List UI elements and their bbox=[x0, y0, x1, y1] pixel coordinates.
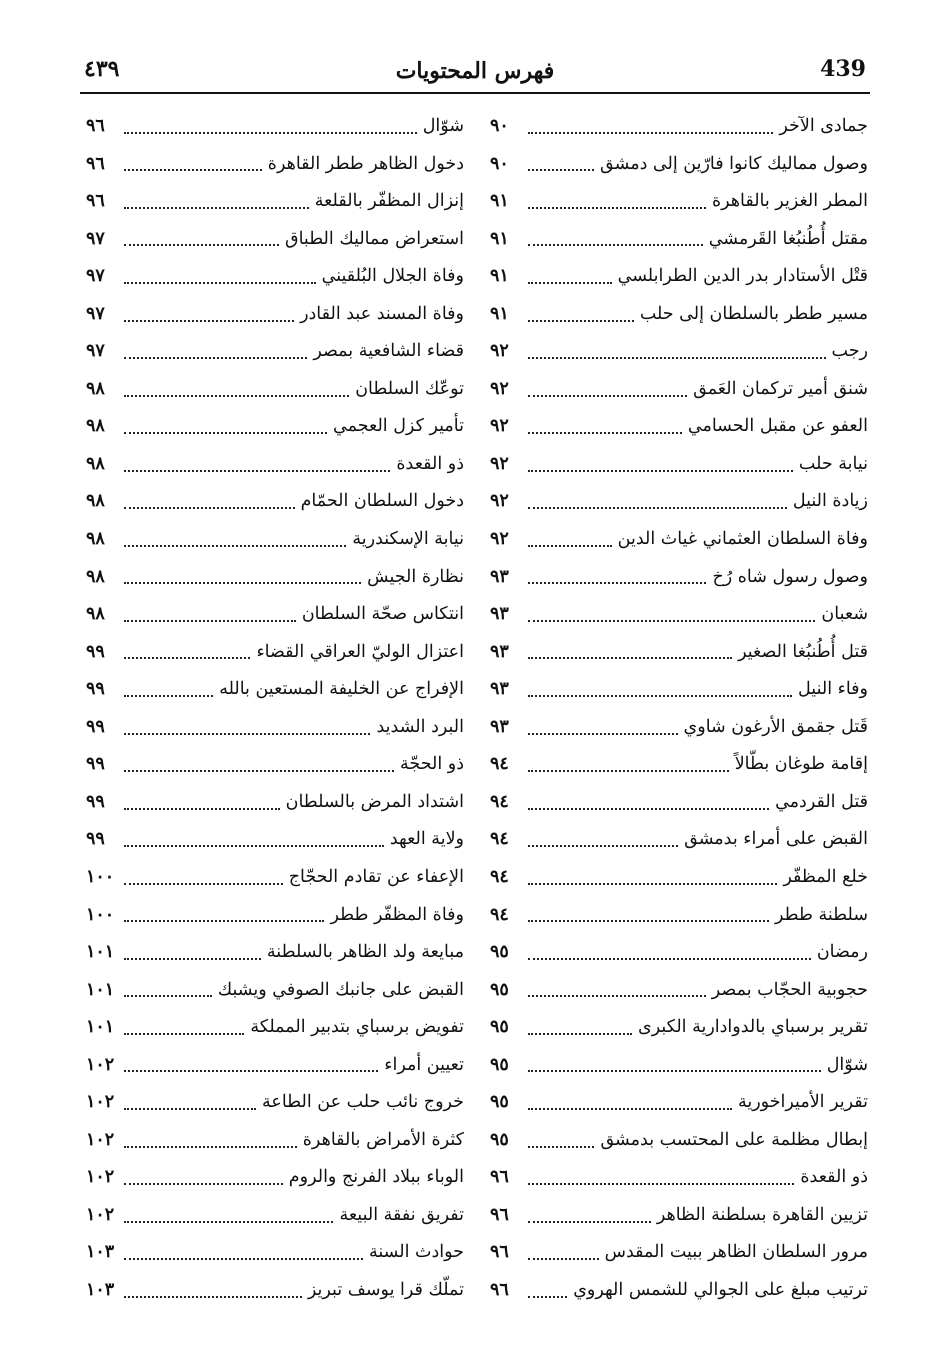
toc-entry bbox=[490, 746, 868, 784]
toc-entry bbox=[86, 108, 464, 146]
toc-entry-title: تفويض برسباي بتدبير المملكة bbox=[250, 1017, 464, 1038]
toc-entry-page: ١٠٠ bbox=[86, 866, 115, 887]
toc-entry-title: وفاة المظفّر ططر bbox=[330, 904, 464, 925]
dot-leader bbox=[124, 1221, 333, 1223]
toc-entry-page: ٩٦ bbox=[86, 116, 105, 137]
toc-entry-page: ٩٩ bbox=[86, 754, 105, 775]
toc-entry-page: ٩٧ bbox=[86, 341, 105, 362]
dot-leader bbox=[124, 320, 294, 322]
dot-leader bbox=[124, 582, 361, 584]
dot-leader bbox=[528, 995, 706, 997]
dot-leader bbox=[528, 1033, 632, 1035]
toc-entry-title: وفاء النيل bbox=[798, 679, 868, 700]
toc-entry-title: وفاة السلطان العثماني غياث الدين bbox=[617, 529, 868, 550]
toc-entry-page: ٩١ bbox=[490, 303, 509, 324]
toc-entry bbox=[86, 1159, 464, 1197]
dot-leader bbox=[124, 470, 390, 472]
dot-leader bbox=[124, 845, 384, 847]
toc-entry-page: ١٠٢ bbox=[86, 1167, 115, 1188]
toc-entry-page: ٩٧ bbox=[86, 303, 105, 324]
toc-entry bbox=[490, 671, 868, 709]
toc-entry-title: وصول مماليك كانوا فارّين إلى دمشق bbox=[600, 153, 868, 174]
toc-entry-page: ٩٢ bbox=[490, 529, 509, 550]
toc-entry-title: نظارة الجيش bbox=[367, 566, 464, 587]
toc-entry bbox=[86, 559, 464, 597]
dot-leader bbox=[124, 883, 283, 885]
toc-entry bbox=[86, 1272, 464, 1310]
dot-leader bbox=[124, 620, 296, 622]
toc-entry-page: ٩٢ bbox=[490, 453, 509, 474]
toc-entry-page: ٩٢ bbox=[490, 416, 509, 437]
toc-entry-title: الإفراج عن الخليفة المستعين بالله bbox=[219, 679, 464, 700]
toc-entry-title: نيابة حلب bbox=[798, 453, 868, 474]
dot-leader bbox=[124, 357, 307, 359]
toc-entry bbox=[490, 108, 868, 146]
dot-leader bbox=[124, 808, 280, 810]
toc-entry-page: ٩١ bbox=[490, 266, 509, 287]
toc-entry bbox=[490, 1009, 868, 1047]
toc-entry bbox=[490, 1234, 868, 1272]
dot-leader bbox=[124, 244, 279, 246]
toc-entry-title: البرد الشديد bbox=[376, 716, 464, 737]
toc-entry-title: مرور السلطان الظاهر ببيت المقدس bbox=[604, 1242, 868, 1263]
toc-entry bbox=[86, 821, 464, 859]
toc-entry bbox=[490, 1197, 868, 1235]
toc-entry-title: إبطال مظلمة على المحتسب بدمشق bbox=[600, 1129, 868, 1150]
toc-entry-title: حوادث السنة bbox=[368, 1242, 464, 1263]
toc-entry bbox=[490, 859, 868, 897]
toc-entry-page: ٩٣ bbox=[490, 641, 509, 662]
dot-leader bbox=[124, 1296, 302, 1298]
toc-entry-title: دخول الظاهر ططر القاهرة bbox=[267, 153, 464, 174]
toc-entry bbox=[86, 521, 464, 559]
toc-entry-title: خروج نائب حلب عن الطاعة bbox=[262, 1092, 464, 1113]
toc-entry-title: إقامة طوغان بطّالاً bbox=[734, 754, 868, 775]
page-number-arabic: ٤٣٩ bbox=[84, 56, 120, 82]
toc-entry-title: حجوبية الحجّاب بمصر bbox=[711, 979, 868, 1000]
dot-leader bbox=[124, 132, 417, 134]
dot-leader bbox=[124, 395, 349, 397]
dot-leader bbox=[528, 733, 678, 735]
toc-entry-title: توعّك السلطان bbox=[355, 378, 464, 399]
dot-leader bbox=[528, 695, 792, 697]
dot-leader bbox=[124, 545, 346, 547]
toc-entry-page: ٩٣ bbox=[490, 716, 509, 737]
dot-leader bbox=[528, 1146, 594, 1148]
toc-entry bbox=[86, 333, 464, 371]
toc-entry bbox=[86, 671, 464, 709]
toc-entry-page: ٩٤ bbox=[490, 866, 509, 887]
dot-leader bbox=[124, 733, 370, 735]
toc-entry-page: ١٠٣ bbox=[86, 1242, 115, 1263]
dot-leader bbox=[528, 845, 678, 847]
dot-leader bbox=[124, 695, 213, 697]
toc-entry-title: رجب bbox=[831, 341, 868, 362]
toc-entry-page: ٩٧ bbox=[86, 266, 105, 287]
toc-entry-page: ٩٢ bbox=[490, 341, 509, 362]
dot-leader bbox=[528, 545, 612, 547]
toc-entry bbox=[490, 221, 868, 259]
toc-entry bbox=[86, 1084, 464, 1122]
toc-entry bbox=[86, 596, 464, 634]
toc-entry-title: وصول رسول شاه رُخ bbox=[712, 566, 868, 587]
toc-entry-title: ترتيب مبلغ على الجوالي للشمس الهروي bbox=[573, 1279, 868, 1300]
toc-entry-title: تقرير الأميراخورية bbox=[737, 1092, 868, 1113]
dot-leader bbox=[124, 1108, 256, 1110]
toc-entry-title: شوّال bbox=[422, 116, 464, 137]
toc-entry-page: ١٠٢ bbox=[86, 1204, 115, 1225]
toc-entry-title: سلطنة ططر bbox=[775, 904, 868, 925]
toc-entry-page: ٩٨ bbox=[86, 416, 105, 437]
toc-entry-page: ٩٣ bbox=[490, 604, 509, 625]
dot-leader bbox=[528, 320, 634, 322]
toc-entry bbox=[490, 596, 868, 634]
toc-entry bbox=[490, 446, 868, 484]
toc-entry bbox=[86, 746, 464, 784]
toc-entry-page: ٩٩ bbox=[86, 641, 105, 662]
toc-entry-page: ١٠٢ bbox=[86, 1092, 115, 1113]
toc-entry-page: ١٠١ bbox=[86, 979, 115, 1000]
toc-entry bbox=[86, 784, 464, 822]
header-rule bbox=[80, 92, 870, 94]
toc-entry bbox=[490, 258, 868, 296]
dot-leader bbox=[528, 1183, 794, 1185]
dot-leader bbox=[528, 1108, 732, 1110]
toc-entry-title: العفو عن مقبل الحسامي bbox=[687, 416, 868, 437]
toc-entry-title: مسير ططر بالسلطان إلى حلب bbox=[639, 303, 868, 324]
toc-entry-page: ٩٩ bbox=[86, 679, 105, 700]
toc-entry-page: ٩٥ bbox=[490, 1054, 509, 1075]
toc-entry-title: قَتل جقمق الأرغون شاوي bbox=[683, 716, 868, 737]
toc-column-right bbox=[490, 108, 868, 1310]
toc-entry-page: ١٠٠ bbox=[86, 904, 115, 925]
dot-leader bbox=[528, 1070, 821, 1072]
dot-leader bbox=[528, 507, 787, 509]
toc-entry-title: قتل القردمي bbox=[775, 791, 868, 812]
toc-entry-page: ٩٦ bbox=[490, 1167, 509, 1188]
toc-entry bbox=[86, 1234, 464, 1272]
toc-entry-title: ذو الحجّة bbox=[400, 754, 464, 775]
dot-leader bbox=[124, 1033, 244, 1035]
toc-entry bbox=[86, 1122, 464, 1160]
toc-entry bbox=[86, 859, 464, 897]
dot-leader bbox=[528, 808, 769, 810]
toc-entry bbox=[490, 1159, 868, 1197]
toc-entry-title: انتكاس صحّة السلطان bbox=[301, 604, 464, 625]
toc-entry bbox=[490, 1122, 868, 1160]
toc-entry-page: ٩٥ bbox=[490, 942, 509, 963]
dot-leader bbox=[124, 207, 309, 209]
toc-entry bbox=[86, 221, 464, 259]
toc-entry bbox=[490, 709, 868, 747]
toc-entry-page: ٩٢ bbox=[490, 491, 509, 512]
toc-entry-title: اعتزال الوليّ العراقي القضاء bbox=[256, 641, 464, 662]
dot-leader bbox=[528, 244, 703, 246]
dot-leader bbox=[528, 1221, 651, 1223]
toc-entry bbox=[490, 1084, 868, 1122]
dot-leader bbox=[124, 1146, 297, 1148]
toc-entry-page: ٩٦ bbox=[490, 1242, 509, 1263]
toc-entry-title: مقتل أُطُنبُغا القَرمشي bbox=[708, 228, 868, 249]
dot-leader bbox=[528, 357, 826, 359]
dot-leader bbox=[528, 920, 769, 922]
toc-entry-title: رمضان bbox=[816, 942, 868, 963]
toc-entry bbox=[86, 146, 464, 184]
toc-entry-title: شعبان bbox=[821, 604, 868, 625]
toc-entry bbox=[86, 296, 464, 334]
dot-leader bbox=[124, 657, 250, 659]
toc-entry-page: ٩١ bbox=[490, 228, 509, 249]
toc-entry-page: ٩٦ bbox=[490, 1279, 509, 1300]
toc-entry-page: ١٠٢ bbox=[86, 1054, 115, 1075]
toc-entry bbox=[490, 408, 868, 446]
toc-entry-title: كثرة الأمراض بالقاهرة bbox=[302, 1129, 464, 1150]
toc-entry bbox=[490, 146, 868, 184]
toc-entry-title: قضاء الشافعية بمصر bbox=[313, 341, 464, 362]
toc-entry-page: ١٠٢ bbox=[86, 1129, 115, 1150]
dot-leader bbox=[528, 958, 811, 960]
toc-entry-title: زيادة النيل bbox=[792, 491, 868, 512]
toc-entry-page: ٩٥ bbox=[490, 1017, 509, 1038]
toc-column-left bbox=[86, 108, 464, 1310]
toc-entry-title: القبض على جانبك الصوفي ويشبك bbox=[217, 979, 464, 1000]
toc-entry-title: تأمير كزل العجمي bbox=[333, 416, 464, 437]
toc-entry-title: ولاية العهد bbox=[389, 829, 464, 850]
toc-entry bbox=[86, 972, 464, 1010]
toc-entry-page: ٩٤ bbox=[490, 904, 509, 925]
page-number-latin: 439 bbox=[820, 56, 866, 82]
toc-entry-page: ٩٤ bbox=[490, 791, 509, 812]
toc-entry-title: إنزال المظفّر بالقلعة bbox=[314, 191, 464, 212]
toc-entry-page: ١٠١ bbox=[86, 942, 115, 963]
toc-entry bbox=[490, 521, 868, 559]
toc-entry bbox=[490, 972, 868, 1010]
toc-entry bbox=[490, 559, 868, 597]
toc-entry bbox=[490, 183, 868, 221]
dot-leader bbox=[528, 132, 773, 134]
dot-leader bbox=[124, 432, 327, 434]
toc-entry-page: ٩١ bbox=[490, 191, 509, 212]
toc-entry-title: تقرير برسباي بالدوادارية الكبرى bbox=[638, 1017, 868, 1038]
toc-entry bbox=[490, 634, 868, 672]
toc-entry-page: ٩٧ bbox=[86, 228, 105, 249]
dot-leader bbox=[528, 657, 732, 659]
toc-entry-page: ٩٨ bbox=[86, 491, 105, 512]
toc-entry bbox=[490, 483, 868, 521]
toc-entry bbox=[86, 634, 464, 672]
toc-entry-title: جمادى الآخر bbox=[779, 116, 868, 137]
toc-entry-title: الإعفاء عن تقادم الحجّاج bbox=[288, 866, 464, 887]
toc-entry-title: قتْل الأستادار بدر الدين الطرابلسي bbox=[617, 266, 868, 287]
toc-entry-page: ٩٨ bbox=[86, 453, 105, 474]
dot-leader bbox=[124, 958, 261, 960]
dot-leader bbox=[124, 1258, 363, 1260]
toc-entry bbox=[86, 258, 464, 296]
toc-entry bbox=[86, 934, 464, 972]
toc-entry-page: ٩٩ bbox=[86, 829, 105, 850]
page-header bbox=[80, 54, 870, 90]
toc-entry-page: ٩٨ bbox=[86, 566, 105, 587]
toc-entry-page: ٩٦ bbox=[86, 153, 105, 174]
toc-entry-page: ١٠١ bbox=[86, 1017, 115, 1038]
dot-leader bbox=[124, 770, 394, 772]
dot-leader bbox=[528, 1296, 567, 1298]
toc-entry-page: ٩٦ bbox=[86, 191, 105, 212]
toc-entry bbox=[86, 1197, 464, 1235]
toc-entry bbox=[490, 333, 868, 371]
toc-entry-title: الوباء ببلاد الفرنج والروم bbox=[288, 1167, 464, 1188]
dot-leader bbox=[124, 995, 212, 997]
toc-entry-title: تزيين القاهرة بسلطنة الظاهر bbox=[656, 1204, 868, 1225]
toc-entry-title: قتل أُطُنبُغا الصغير bbox=[738, 641, 868, 662]
dot-leader bbox=[124, 920, 324, 922]
toc-entry-title: تفريق نفقة البيعة bbox=[339, 1204, 464, 1225]
toc-entry-page: ٩٢ bbox=[490, 378, 509, 399]
toc-entry bbox=[490, 296, 868, 334]
toc-entry-page: ٩٣ bbox=[490, 679, 509, 700]
toc-entry-title: شوّال bbox=[826, 1054, 868, 1075]
toc-entry bbox=[490, 784, 868, 822]
toc-entry-title: خلع المظفّر bbox=[783, 866, 868, 887]
toc-entry bbox=[490, 934, 868, 972]
toc-entry-page: ٩٤ bbox=[490, 829, 509, 850]
toc-entry bbox=[86, 371, 464, 409]
toc-entry bbox=[490, 1272, 868, 1310]
toc-entry-page: ٩٣ bbox=[490, 566, 509, 587]
dot-leader bbox=[124, 169, 262, 171]
toc-entry bbox=[490, 821, 868, 859]
toc-entry bbox=[86, 408, 464, 446]
toc-entry-title: وفاة المسند عبد القادر bbox=[300, 303, 464, 324]
toc-entry bbox=[86, 483, 464, 521]
dot-leader bbox=[528, 282, 612, 284]
toc-entry-page: ٩٥ bbox=[490, 1129, 509, 1150]
dot-leader bbox=[124, 507, 295, 509]
toc-entry-page: ٩٠ bbox=[490, 153, 509, 174]
toc-entry-page: ٩٥ bbox=[490, 1092, 509, 1113]
dot-leader bbox=[124, 282, 316, 284]
dot-leader bbox=[528, 395, 687, 397]
toc-entry bbox=[490, 896, 868, 934]
toc-entry-title: نيابة الإسكندرية bbox=[352, 529, 464, 550]
toc-entry-title: شنق أمير تركمان العَمق bbox=[693, 378, 868, 399]
toc-entry-page: ٩٩ bbox=[86, 716, 105, 737]
toc-entry-page: ٩٨ bbox=[86, 604, 105, 625]
dot-leader bbox=[124, 1183, 283, 1185]
toc-entry-page: ٩٩ bbox=[86, 791, 105, 812]
toc-entry bbox=[86, 446, 464, 484]
dot-leader bbox=[528, 207, 706, 209]
toc-entry bbox=[490, 1047, 868, 1085]
toc-entry-title: وفاة الجلال البُلقيني bbox=[321, 266, 464, 287]
toc-entry bbox=[86, 1047, 464, 1085]
toc-entry-page: ٩٨ bbox=[86, 529, 105, 550]
toc-entry bbox=[86, 183, 464, 221]
dot-leader bbox=[528, 582, 706, 584]
toc-entry bbox=[86, 709, 464, 747]
toc-entry-page: ٩٠ bbox=[490, 116, 509, 137]
toc-entry-title: القبض على أمراء بدمشق bbox=[684, 829, 868, 850]
toc-entry-page: ٩٥ bbox=[490, 979, 509, 1000]
toc-entry-title: ذو القعدة bbox=[396, 453, 464, 474]
toc-entry bbox=[490, 371, 868, 409]
toc-entry-title: اشتداد المرض بالسلطان bbox=[285, 791, 464, 812]
toc-entry-title: استعراض مماليك الطباق bbox=[285, 228, 464, 249]
toc-entry-title: المطر الغزير بالقاهرة bbox=[711, 191, 868, 212]
dot-leader bbox=[528, 620, 815, 622]
toc-entry-page: ١٠٣ bbox=[86, 1279, 115, 1300]
dot-leader bbox=[528, 770, 729, 772]
dot-leader bbox=[528, 169, 594, 171]
toc-entry-title: مبايعة ولد الظاهر بالسلطنة bbox=[266, 942, 464, 963]
toc-entry-title: ذو القعدة bbox=[800, 1167, 868, 1188]
dot-leader bbox=[528, 470, 793, 472]
toc-entry-page: ٩٨ bbox=[86, 378, 105, 399]
dot-leader bbox=[528, 1258, 599, 1260]
running-title: فهرس المحتويات bbox=[395, 58, 555, 84]
toc-entry bbox=[86, 896, 464, 934]
toc-entry bbox=[86, 1009, 464, 1047]
toc-entry-title: دخول السلطان الحمّام bbox=[300, 491, 464, 512]
toc-entry-title: تعيين أمراء bbox=[384, 1054, 464, 1075]
dot-leader bbox=[124, 1070, 378, 1072]
dot-leader bbox=[528, 432, 682, 434]
toc-entry-page: ٩٤ bbox=[490, 754, 509, 775]
toc-entry-title: تملّك قرا يوسف تبريز bbox=[307, 1279, 464, 1300]
dot-leader bbox=[528, 883, 777, 885]
toc-entry-page: ٩٦ bbox=[490, 1204, 509, 1225]
